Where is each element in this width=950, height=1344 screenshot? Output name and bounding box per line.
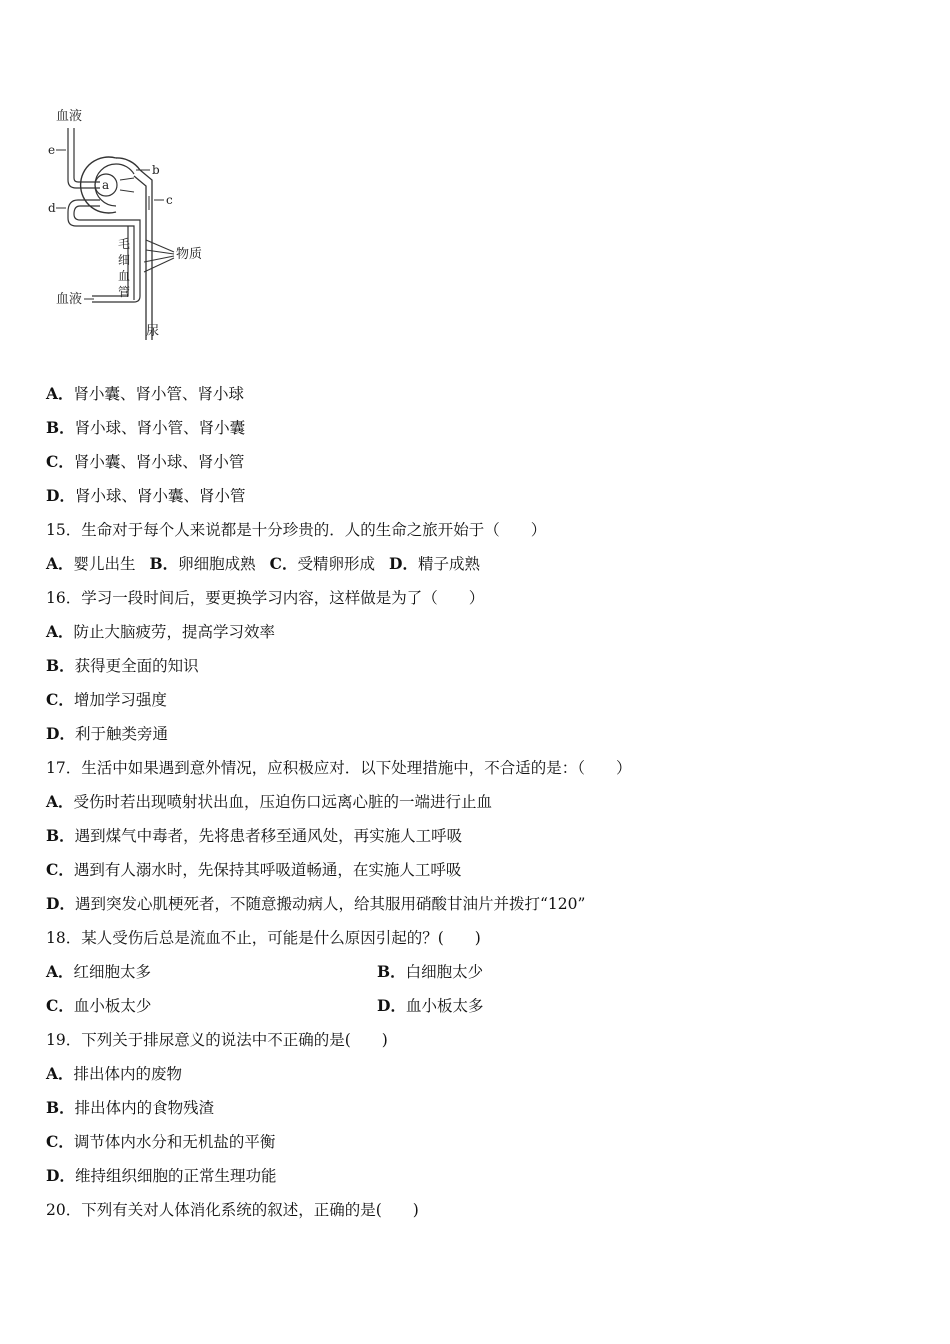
q15-option-d — [389, 555, 480, 573]
label-capillary-4: 管 — [118, 285, 131, 299]
q17-stem: 17．生活中如果遇到意外情况，应积极应对．以下处理措施中，不合适的是：（ ） — [46, 759, 632, 777]
option-text: 遇到煤气中毒者，先将患者移至通风处，再实施人工呼吸 — [74, 827, 463, 845]
option-text: 受精卵形成 — [297, 555, 376, 573]
option-text: 肾小囊、肾小球、肾小管 — [73, 453, 245, 471]
q17-option-a — [46, 792, 492, 812]
option-letter: B． — [46, 656, 75, 675]
q19-option-d — [46, 1166, 276, 1186]
q17-option-d — [46, 894, 585, 914]
option-letter: C． — [46, 1132, 74, 1151]
option-text: 血小板太多 — [405, 997, 484, 1015]
label-urine: 尿 — [146, 324, 160, 339]
option-letter: B． — [377, 962, 406, 981]
option-text: 排出体内的废物 — [73, 1065, 183, 1083]
option-text: 婴儿出生 — [73, 555, 136, 573]
option-letter: A． — [46, 622, 74, 641]
option-text: 精子成熟 — [417, 555, 480, 573]
q16-option-c — [46, 690, 167, 710]
label-blood-in: 血液 — [56, 109, 83, 124]
q14-option-d — [46, 486, 245, 506]
option-letter: D． — [46, 894, 75, 913]
q18-option-d — [377, 996, 483, 1016]
option-text: 受伤时若出现喷射状出血，压迫伤口远离心脏的一端进行止血 — [73, 793, 493, 811]
q17-option-b — [46, 826, 462, 846]
label-capillary-3: 血 — [118, 269, 131, 283]
option-text: 血小板太少 — [73, 997, 152, 1015]
option-letter: D． — [389, 554, 418, 573]
q17-option-c — [46, 860, 461, 880]
q18-option-c — [46, 996, 151, 1016]
q18-option-a — [46, 962, 151, 982]
option-text: 卵细胞成熟 — [178, 555, 256, 573]
option-letter: B． — [46, 1098, 75, 1117]
option-letter: C． — [46, 860, 74, 879]
option-text: 防止大脑疲劳，提高学习效率 — [73, 623, 276, 641]
option-text: 调节体内水分和无机盐的平衡 — [73, 1133, 276, 1151]
option-text: 肾小球、肾小囊、肾小管 — [74, 487, 246, 505]
label-d: d — [48, 201, 56, 215]
label-e: e — [48, 143, 56, 157]
option-text: 利于触类旁通 — [74, 725, 168, 743]
option-text: 增加学习强度 — [73, 691, 167, 709]
q15-stem: 15．生命对于每个人来说都是十分珍贵的．人的生命之旅开始于（ ） — [46, 521, 547, 539]
q18-stem: 18．某人受伤后总是流血不止，可能是什么原因引起的？( ) — [46, 929, 481, 947]
q14-option-b — [46, 418, 245, 438]
option-text: 白细胞太少 — [405, 963, 484, 981]
option-text: 红细胞太多 — [73, 963, 152, 981]
option-text: 遇到有人溺水时，先保持其呼吸道畅通，在实施人工呼吸 — [73, 861, 462, 879]
q15-options — [46, 554, 494, 574]
label-substance: 物质 — [176, 247, 203, 262]
nephron-diagram-svg — [44, 100, 224, 345]
option-letter: A． — [46, 384, 74, 403]
option-letter: D． — [46, 724, 75, 743]
option-text: 肾小球、肾小管、肾小囊 — [74, 419, 246, 437]
q19-stem: 19．下列关于排尿意义的说法中不正确的是( ) — [46, 1031, 388, 1049]
option-letter: B． — [149, 554, 179, 573]
option-letter: C． — [46, 690, 74, 709]
option-letter: A． — [46, 1064, 74, 1083]
option-letter: C． — [46, 996, 74, 1015]
option-text: 肾小囊、肾小管、肾小球 — [73, 385, 245, 403]
q20-stem: 20．下列有关对人体消化系统的叙述，正确的是( ) — [46, 1201, 419, 1219]
q14-option-a — [46, 384, 244, 404]
q15-option-c — [270, 555, 375, 573]
option-letter: C． — [269, 554, 298, 573]
option-text: 排出体内的食物残渣 — [74, 1099, 215, 1117]
option-letter: D． — [377, 996, 406, 1015]
option-letter: A． — [46, 554, 74, 573]
option-letter: A． — [46, 962, 74, 981]
q19-option-b — [46, 1098, 214, 1118]
label-capillary-1: 毛 — [118, 237, 131, 251]
label-blood-out: 血液 — [56, 292, 83, 307]
label-c: c — [166, 193, 173, 207]
q19-option-c — [46, 1132, 275, 1152]
option-letter: B． — [46, 826, 75, 845]
q14-option-c — [46, 452, 244, 472]
option-letter: B． — [46, 418, 75, 437]
q16-option-b — [46, 656, 199, 676]
q16-stem: 16．学习一段时间后，要更换学习内容，这样做是为了（ ） — [46, 589, 485, 607]
option-letter: C． — [46, 452, 74, 471]
q19-option-a — [46, 1064, 182, 1084]
option-text: 遇到突发心肌梗死者，不随意搬动病人，给其服用硝酸甘油片并拨打“120” — [74, 895, 586, 913]
option-text: 获得更全面的知识 — [74, 657, 199, 675]
label-capillary-2: 细 — [118, 253, 131, 267]
q15-option-a — [46, 555, 136, 573]
q16-option-a — [46, 622, 275, 642]
label-b: b — [152, 163, 160, 177]
option-letter: D． — [46, 1166, 75, 1185]
q18-option-b — [377, 962, 483, 982]
option-letter: A． — [46, 792, 74, 811]
option-text: 维持组织细胞的正常生理功能 — [74, 1167, 277, 1185]
nephron-diagram — [44, 100, 224, 345]
q15-option-b — [150, 555, 256, 573]
label-a: a — [102, 178, 110, 192]
option-letter: D． — [46, 486, 75, 505]
q16-option-d — [46, 724, 168, 744]
